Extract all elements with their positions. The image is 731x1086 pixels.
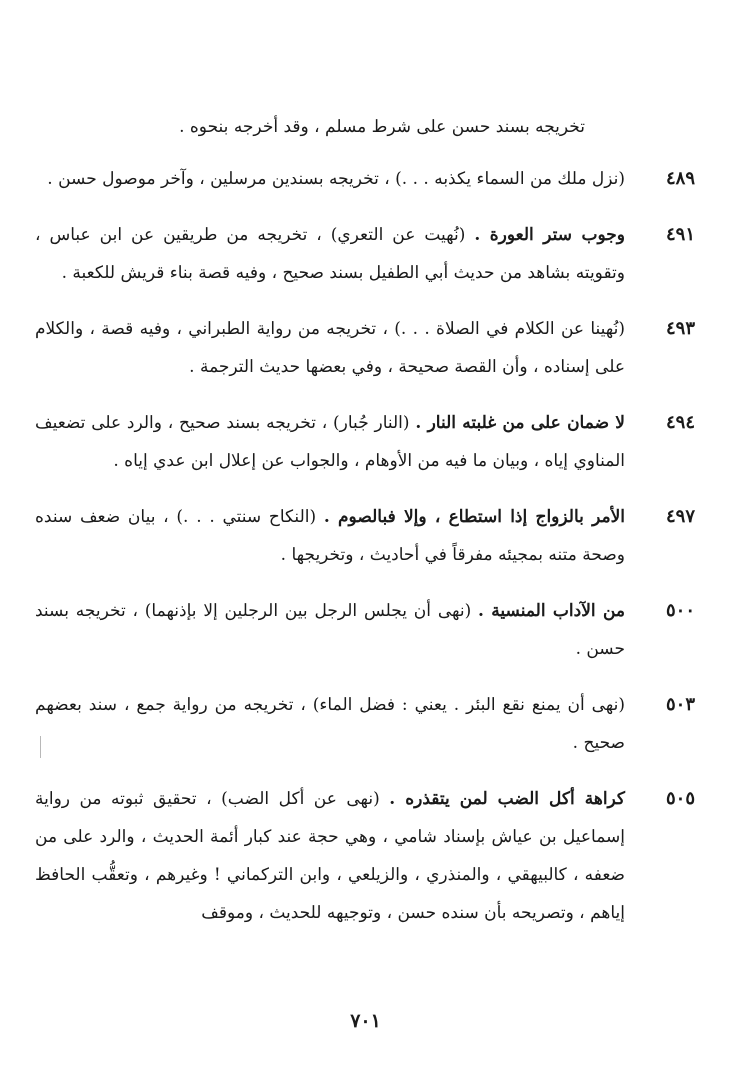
index-entry-489: [35, 160, 695, 198]
index-entry-493: [35, 310, 695, 386]
entry-text: (نهى عن أكل الضب) ، تحقيق ثبوته من رواية إسماعيل بن عياش بإسناد شامي ، وهي حجة عند كبار أئمة الحديث ، والرد على من ضعفه ، كالبيهقي ، والمنذري ، والزيلعي ، وابن التركماني ! وغيرهم ، وتعقُّب الحافظ إياهم ، وتصريحه بأن سنده حسن ، وتوجيهه للحديث ، وموقف: [35, 789, 625, 923]
entry-text: (النكاح سنتي . . .) ، بيان ضعف سنده وصحة متنه بمجيئه مفرقاً في أحاديث ، وتخريجها .: [35, 507, 625, 565]
entry-body: [35, 592, 625, 668]
entry-title: كراهة أكل الضب لمن يتقذره .: [389, 789, 626, 809]
entry-title: لا ضمان على من غلبته النار .: [415, 413, 625, 433]
entry-title: وجوب ستر العورة .: [474, 225, 625, 245]
entry-number: ٤٩٤: [665, 412, 695, 433]
page-content: [35, 108, 695, 950]
page-number: ٧٠١: [350, 1010, 381, 1032]
entry-number: ٤٨٩: [665, 168, 695, 189]
entry-text: (نُهيت عن التعري) ، تخريجه من طريقين عن ابن عباس ، وتقويته بشاهد من حديث أبي الطفيل بسند صحيح ، وفيه قصة بناء قريش للكعبة .: [35, 225, 625, 283]
index-entry-503: [35, 686, 695, 762]
entry-body: [35, 160, 625, 198]
entry-text: (النار جُبار) ، تخريجه بسند صحيح ، والرد على تضعيف المناوي إياه ، وبيان ما فيه من الأوهام ، والجواب عن إعلال ابن عدي إياه .: [35, 413, 625, 471]
index-entry-497: [35, 498, 695, 574]
index-entry-491: [35, 216, 695, 292]
entry-text: (نُهينا عن الكلام في الصلاة . . .) ، تخريجه من رواية الطبراني ، وفيه قصة ، والكلام على إسناده ، وأن القصة صحيحة ، وفي بعضها حديث الترجمة .: [35, 319, 625, 377]
index-entry-505: [35, 780, 695, 932]
entry-body: [35, 216, 625, 292]
lead-text: تخريجه بسند حسن على شرط مسلم ، وقد أخرجه بنحوه .: [179, 117, 585, 137]
index-entry-500: [35, 592, 695, 668]
entry-text: (نهى أن يجلس الرجل بين الرجلين إلا بإذنهما) ، تخريجه بسند حسن .: [35, 601, 625, 659]
entry-body: [35, 310, 625, 386]
entry-body: [35, 498, 625, 574]
entry-number: ٤٩٧: [665, 506, 695, 527]
entry-number: ٤٩١: [665, 224, 695, 245]
entry-number: ٥٠٠: [665, 600, 695, 621]
entry-title: الأمر بالزواج إذا استطاع ، وإلا فبالصوم .: [323, 507, 626, 527]
entry-title: من الآداب المنسية .: [478, 601, 625, 621]
index-entry-494: [35, 404, 695, 480]
entry-body: [35, 686, 625, 762]
entry-number: ٤٩٣: [665, 318, 695, 339]
entry-body: [35, 780, 625, 932]
entry-text: (نهى أن يمنع نقع البئر . يعني : فضل الماء) ، تخريجه من رواية جمع ، سند بعضهم صحيح .: [35, 695, 625, 753]
entry-text: (نزل ملك من السماء يكذبه . . .) ، تخريجه بسندين مرسلين ، وآخر موصول حسن .: [47, 169, 625, 189]
entry-number: ٥٠٣: [665, 694, 695, 715]
entry-number: ٥٠٥: [665, 788, 695, 809]
entry-body: [35, 404, 625, 480]
